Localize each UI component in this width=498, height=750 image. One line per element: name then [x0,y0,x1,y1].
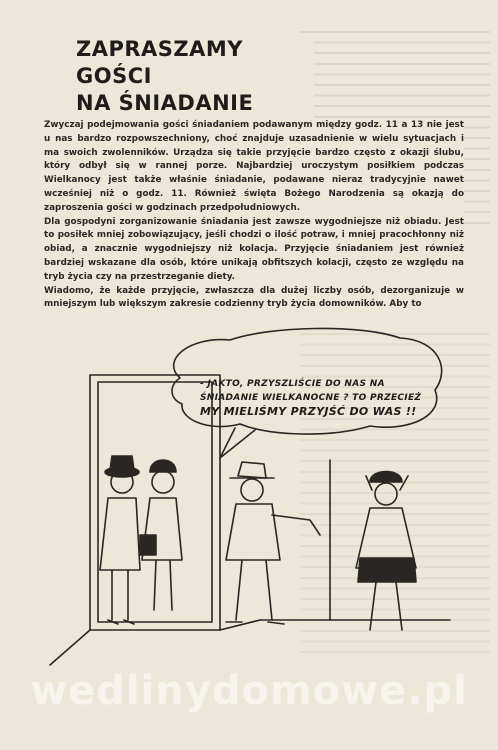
paragraph-3: Wiadomo, że każde przyjęcie, zwłaszcza dla dużej liczby osób, dezorganizuje w mniejszym lub większym zakresie codzienny tryb życia domowników. Aby to [44,285,464,310]
title-line-2: NA ŚNIADANIE [76,91,254,115]
speech-line-1: - JAKTO, PRZYSZLIŚCIE DO NAS NA [200,379,385,389]
speech-text [200,377,440,419]
article-title [76,36,314,125]
article-body [44,119,464,312]
visitor-woman [140,460,182,610]
speech-line-3: MY MIELIŚMY PRZYJŚĆ DO WAS !! [200,405,417,418]
title-line-1: ZAPRASZAMY GOŚCI [76,37,244,88]
speech-line-2: ŚNIADANIE WIELKANOCNE ? TO PRZECIEŻ [200,393,422,403]
visitor-man [100,456,140,624]
host-woman [356,472,416,631]
watermark: wedlinydomowe.pl [30,668,468,714]
paragraph-1: Zwyczaj podejmowania gości śniadaniem podawanym między godz. 11 a 13 nie jest u nas bardzo rozpowszechniony, choć znajduje uzasadnienie w wielu sytuacjach i ma swoich zwolenników. Urządza się takie przyjęcie bardzo często z okazji ślubu, który odbył się w rannej porze. Najbardziej uroczystym posiłkiem podczas Wielkanocy jest także właśnie śniadanie, podawane nieraz tradycyjnie nawet wcześniej niż o godz. 11. Również święta Bożego Narodzenia są okazją do zaproszenia gości w godzinach przedpołudniowych. [44,120,464,213]
paragraph-2: Dla gospodyni zorganizowanie śniadania jest zawsze wygodniejsze niż obiadu. Jest to posiłek mniej zobowiązujący, jeśli chodzi o ilość potraw, i mniej pracochłonny niż obiad, a znacznie wygodniejszy niż kolacja. Przyjęcie śniadaniem jest również bardziej wskazane dla osób, które unikają obfitszych kolacji, często ze względu na tryb życia czy na przestrzeganie diety. [44,216,464,282]
host-man [226,462,320,624]
cartoon-illustration [30,320,470,680]
